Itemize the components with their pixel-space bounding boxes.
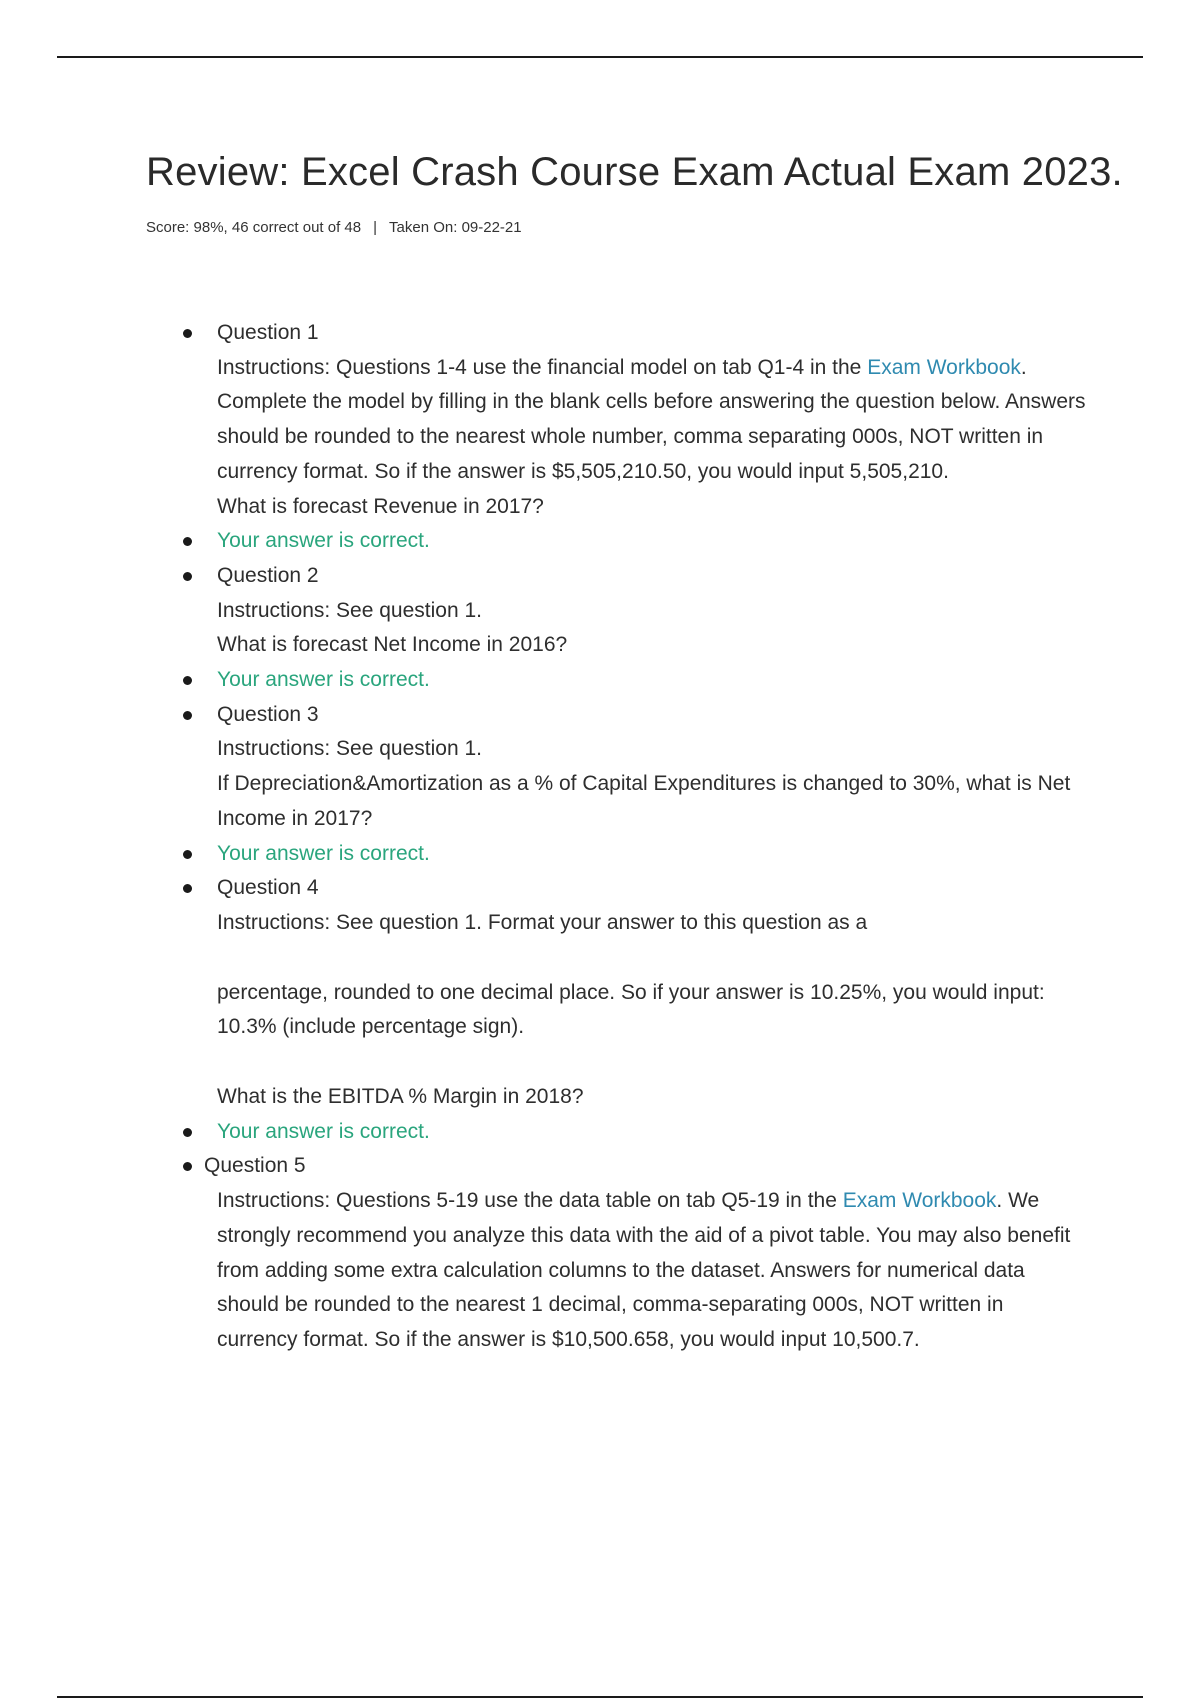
answer-feedback: Your answer is correct. [217, 529, 430, 553]
question-label: Question 1 [217, 321, 319, 344]
question-instructions: Instructions: See question 1. Format your answer to this question as a [217, 910, 868, 934]
exam-workbook-link[interactable]: Exam Workbook [842, 1189, 997, 1213]
instructions-text: . Complete the model by filling in the blank cells before answering the question below. Answers should be rounded to the nearest whole number, comma separating 000s, NOT written in currency format. So if the answer is $5,505,210.50, you would input 5,505,210. [217, 355, 1086, 483]
spacer [217, 1045, 1092, 1080]
bullet-icon [183, 711, 192, 720]
list-item [0, 559, 1200, 663]
list-item [0, 698, 1200, 837]
question-instructions: Instructions: See question 1. [217, 737, 482, 761]
list-item [0, 663, 1200, 698]
list-item [0, 1115, 1200, 1150]
question-text: What is forecast Revenue in 2017? [217, 494, 544, 518]
question-text: If Depreciation&Amortization as a % of Capital Expenditures is changed to 30%, what is Net Income in 2017? [217, 772, 1071, 830]
list-item [0, 871, 1200, 1115]
list-item [0, 837, 1200, 872]
spacer [217, 941, 1092, 976]
question-instructions: Instructions: See question 1. [217, 598, 482, 622]
score-text: Score: 98%, 46 correct out of 48 [146, 219, 362, 236]
question-label: Question 5 [204, 1154, 306, 1178]
question-instructions-continued: percentage, rounded to one decimal place. So if your answer is 10.25%, you would input: 10.3% (include percentage sign). [217, 980, 1045, 1039]
instructions-text: Instructions: Questions 1-4 use the financial model on tab Q1-4 in the [217, 355, 868, 379]
bottom-rule [57, 1696, 1143, 1698]
question-instructions [204, 1184, 1079, 1358]
bullet-icon [183, 1128, 192, 1137]
list-item [0, 1149, 1200, 1357]
question-label: Question 3 [217, 702, 319, 726]
meta-separator: | [373, 219, 378, 236]
exam-workbook-link[interactable]: Exam Workbook [867, 355, 1021, 379]
bullet-icon [183, 676, 192, 685]
bullet-icon [183, 329, 192, 338]
question-text: What is forecast Net Income in 2016? [217, 633, 568, 657]
top-rule [57, 56, 1143, 58]
instructions-text: Instructions: Questions 5-19 use the data table on tab Q5-19 in the [217, 1189, 843, 1213]
question-list [0, 316, 1200, 1358]
question-label: Question 2 [217, 563, 319, 587]
list-item [0, 524, 1200, 559]
bullet-icon [183, 572, 192, 581]
list-item [0, 316, 1200, 524]
answer-feedback: Your answer is correct. [217, 1119, 430, 1143]
page-title: Review: Excel Crash Course Exam Actual Exam 2023. [146, 150, 1123, 194]
question-text: What is the EBITDA % Margin in 2018? [217, 1085, 584, 1109]
bullet-icon [183, 850, 192, 859]
instructions-text: . We strongly recommend you analyze this data with the aid of a pivot table. You may also benefit from adding some extra calculation columns to the dataset. Answers for numerical data should be rounded to the nearest 1 decimal, comma-separating 000s, NOT written in currency format. So if the answer is $10,500.658, you would input 10,500.7. [217, 1189, 1071, 1351]
answer-feedback: Your answer is correct. [217, 668, 430, 692]
taken-on-text: Taken On: 09-22-21 [389, 219, 522, 236]
answer-feedback: Your answer is correct. [217, 841, 430, 865]
question-label: Question 4 [217, 876, 319, 900]
score-meta [146, 219, 522, 236]
question-instructions [217, 351, 1092, 490]
